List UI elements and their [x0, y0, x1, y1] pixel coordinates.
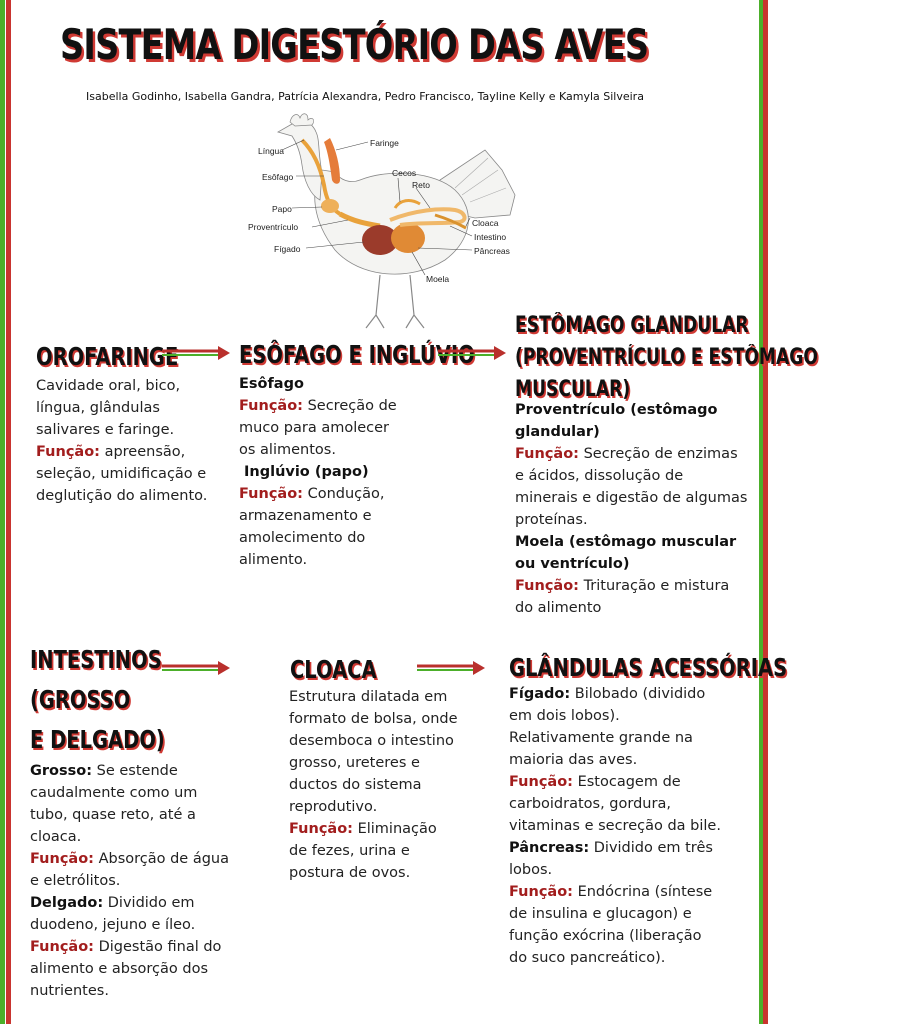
function-label: Função:: [515, 446, 579, 462]
crop-organ: [321, 199, 339, 213]
delgado-subtitle: Delgado:: [30, 895, 104, 911]
cloaca-description: Estrutura dilatada em formato de bolsa, onde desemboca o intestino grosso, ureteres e ductos do sistema reprodutivo.: [289, 689, 458, 815]
pancreas-function: [509, 881, 724, 969]
ingluvio-function: [239, 483, 409, 571]
diagram-label-cecos: Cecos: [392, 168, 417, 178]
esofago-subtitle: Esôfago: [239, 376, 304, 392]
heading-orofaringe: OROFARINGE: [36, 342, 179, 371]
section-glandulas-body: [509, 683, 724, 969]
bird-legs: [366, 275, 424, 328]
orofaringe-function: [36, 441, 226, 507]
bird-comb: [290, 114, 314, 126]
gizzard-organ: [391, 223, 425, 253]
function-label: Função:: [30, 939, 94, 955]
delgado-paragraph: [30, 892, 230, 936]
figado-function: [509, 771, 724, 837]
heading-intestinos-line2: (GROSSO: [30, 685, 131, 714]
authors-line: Isabella Godinho, Isabella Gandra, Patrícia Alexandra, Pedro Francisco, Tayline Kelly e Kamyla Silveira: [86, 90, 644, 103]
figado-text: Bilobado (dividido em dois lobos). Relativamente grande na maioria das aves.: [509, 686, 706, 768]
section-cloaca-body: [289, 686, 459, 884]
moela-function: [515, 575, 750, 619]
pancreas-paragraph: [509, 837, 724, 881]
section-intestinos-body: [30, 760, 230, 1002]
right-border-red: [763, 0, 768, 1024]
diagram-label-esofago: Esôfago: [262, 172, 294, 182]
heading-estomago-line1: ESTÔMAGO GLANDULAR: [515, 313, 749, 338]
delgado-text: Dividido em duodeno, jejuno e íleo.: [30, 895, 196, 933]
moela-subtitle: Moela (estômago muscular ou ventrículo): [515, 534, 737, 572]
diagram-label-faringe: Faringe: [370, 138, 399, 148]
pancreas-function-text: Endócrina (síntese de insulina e glucagon) e função exócrina (liberação do suco pancreático).: [509, 884, 713, 966]
heading-intestinos-line3: E DELGADO): [30, 725, 165, 754]
diagram-label-figado: Fígado: [274, 244, 301, 254]
page-title: SISTEMA DIGESTÓRIO DAS AVES: [60, 20, 649, 69]
esofago-function-text: Secreção de muco para amolecer os alimentos.: [239, 398, 397, 458]
moela-function-text: Trituração e mistura do alimento: [515, 578, 730, 616]
diagram-label-pancreas: Pâncreas: [474, 246, 510, 256]
heading-estomago-line3: MUSCULAR): [515, 377, 631, 402]
orofaringe-description: Cavidade oral, bico, língua, glândulas salivares e faringe.: [36, 378, 181, 438]
pancreas-text: Dividido em três lobos.: [509, 840, 713, 878]
bird-digestive-diagram: [240, 110, 530, 335]
function-label: Função:: [239, 398, 303, 414]
heading-cloaca: CLOACA: [290, 655, 377, 684]
diagram-label-reto: Reto: [412, 180, 430, 190]
figado-function-text: Estocagem de carboidratos, gordura, vitaminas e secreção da bile.: [509, 774, 721, 834]
heading-esofago: ESÔFAGO E INGLÚVIO: [239, 340, 475, 369]
proventriculo-function-text: Secreção de enzimas e ácidos, dissolução de minerais e digestão de algumas proteínas.: [515, 446, 748, 528]
grosso-function-text: Absorção de água e eletrólitos.: [30, 851, 230, 889]
function-label: Função:: [289, 821, 353, 837]
heading-estomago-line2: (PROVENTRÍCULO E ESTÔMAGO: [515, 345, 818, 370]
function-label: Função:: [239, 486, 303, 502]
orofaringe-function-text: apreensão, seleção, umidificação e deglutição do alimento.: [36, 444, 208, 504]
pancreas-subtitle: Pâncreas:: [509, 840, 590, 856]
diagram-label-intestino: Intestino: [474, 232, 507, 242]
arrow-orofaringe-esofago: [160, 345, 232, 361]
proventriculo-subtitle: Proventrículo (estômago glandular): [515, 402, 718, 440]
diagram-label-moela: Moela: [426, 274, 450, 284]
function-label: Função:: [36, 444, 100, 460]
function-label: Função:: [509, 884, 573, 900]
diagram-label-cloaca: Cloaca: [472, 218, 499, 228]
figado-subtitle: Fígado:: [509, 686, 571, 702]
arrow-esofago-estomago: [436, 345, 508, 361]
delgado-function: [30, 936, 230, 1002]
ingluvio-subtitle: Inglúvio (papo): [244, 464, 369, 480]
delgado-function-text: Digestão final do alimento e absorção dos nutrientes.: [30, 939, 222, 999]
figado-paragraph: [509, 683, 724, 771]
section-estomago-body: [515, 399, 750, 619]
diagram-label-proventriculo: Proventrículo: [248, 222, 299, 232]
diagram-label-lingua: Língua: [258, 146, 284, 156]
cloaca-function-text: Eliminação de fezes, urina e postura de ovos.: [289, 821, 437, 881]
heading-intestinos-line1: INTESTINOS: [30, 645, 162, 674]
arrow-intestinos-cloaca: [160, 660, 232, 676]
cloaca-function: [289, 818, 459, 884]
grosso-subtitle: Grosso:: [30, 763, 93, 779]
grosso-function: [30, 848, 230, 892]
function-label: Função:: [30, 851, 94, 867]
function-label: Função:: [515, 578, 579, 594]
diagram-label-papo: Papo: [272, 204, 292, 214]
heading-glandulas: GLÂNDULAS ACESSÓRIAS: [509, 653, 788, 682]
esofago-function: [239, 395, 409, 461]
ingluvio-function-text: Condução, armazenamento e amolecimento do alimento.: [239, 486, 385, 568]
left-border-red: [6, 0, 11, 1024]
section-orofaringe-body: [36, 375, 226, 507]
grosso-text: Se estende caudalmente como um tubo, quase reto, até a cloaca.: [30, 763, 198, 845]
function-label: Função:: [509, 774, 573, 790]
left-border-green: [0, 0, 5, 1024]
section-esofago-body: [239, 373, 409, 571]
arrow-cloaca-glandulas: [415, 660, 487, 676]
heading-intestinos: [30, 640, 203, 760]
heading-estomago: [515, 310, 903, 406]
grosso-paragraph: [30, 760, 230, 848]
proventriculo-function: [515, 443, 750, 531]
